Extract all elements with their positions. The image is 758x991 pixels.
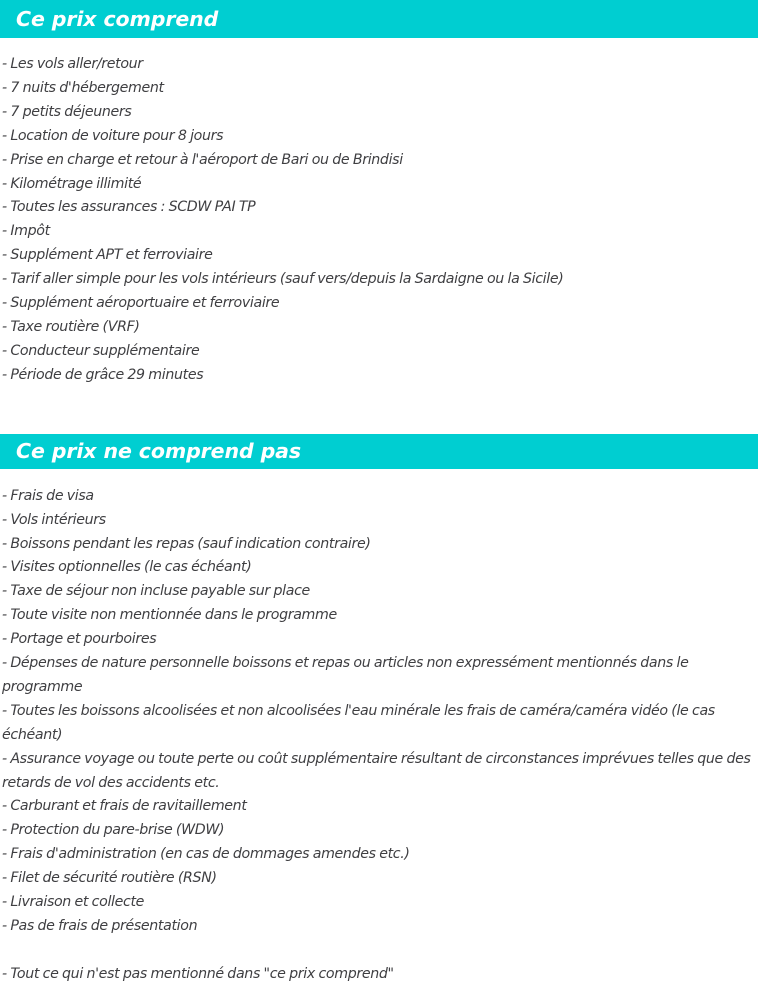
list-item: - Toute visite non mentionnée dans le programme <box>2 607 337 624</box>
list-item: - Période de grâce 29 minutes <box>2 366 204 383</box>
list-item: - Conducteur supplémentaire <box>2 342 200 359</box>
list-spacer <box>0 939 758 963</box>
list-item: - Kilométrage illimité <box>2 175 142 192</box>
list-item: - Assurance voyage ou toute perte ou coût supplémentaire résultant de circonstances imprévues telles que des retards de vol des accidents etc. <box>2 750 751 791</box>
page-bottom-spacer <box>0 987 758 991</box>
list-item: - Protection du pare-brise (WDW) <box>2 822 225 839</box>
list-item: - Filet de sécurité routière (RSN) <box>2 870 217 887</box>
list-item: - Taxe routière (VRF) <box>2 318 140 335</box>
section-gap <box>0 388 758 434</box>
list-item: - Tarif aller simple pour les vols intérieurs (sauf vers/depuis la Sardaigne ou la Sicile) <box>2 271 564 288</box>
list-item: - Carburant et frais de ravitaillement <box>2 798 247 815</box>
list-item: - Les vols aller/retour <box>2 56 143 72</box>
list-item: - Frais d'administration (en cas de dommages amendes etc.) <box>2 846 410 863</box>
list-item: - Supplément aéroportuaire et ferroviaire <box>2 295 280 312</box>
list-item: - Tout ce qui n'est pas mentionné dans "ce prix comprend" <box>2 965 394 982</box>
list-item: - Vols intérieurs <box>2 511 106 528</box>
section-header-not-included: Ce prix ne comprend pas <box>0 434 758 469</box>
list-item: - Pas de frais de présentation <box>2 918 198 934</box>
list-item: - Impôt <box>2 223 50 240</box>
list-item: - 7 petits déjeuners <box>2 103 132 120</box>
list-item: - Portage et pourboires <box>2 631 157 648</box>
not-included-list <box>0 469 758 987</box>
list-item: - Taxe de séjour non incluse payable sur place <box>2 583 310 600</box>
list-item: - Frais de visa <box>2 487 94 504</box>
list-item: - Supplément APT et ferroviaire <box>2 247 213 264</box>
list-item: - Boissons pendant les repas (sauf indication contraire) <box>2 535 371 552</box>
list-item: - Location de voiture pour 8 jours <box>2 127 224 144</box>
list-item: - Livraison et collecte <box>2 894 145 911</box>
included-list <box>0 38 758 388</box>
list-item: - Dépenses de nature personnelle boissons et repas ou articles non expressément mentionnés dans le programme <box>2 655 689 695</box>
list-item: - Visites optionnelles (le cas échéant) <box>2 559 252 576</box>
list-item: - Toutes les assurances : SCDW PAI TP <box>2 199 256 216</box>
list-item: - Toutes les boissons alcoolisées et non alcoolisées l'eau minérale les frais de caméra/caméra vidéo (le cas échéant) <box>2 702 715 743</box>
list-item: - 7 nuits d'hébergement <box>2 79 164 96</box>
list-item: - Prise en charge et retour à l'aéroport de Bari ou de Brindisi <box>2 151 403 168</box>
section-header-included: Ce prix comprend <box>0 0 758 38</box>
